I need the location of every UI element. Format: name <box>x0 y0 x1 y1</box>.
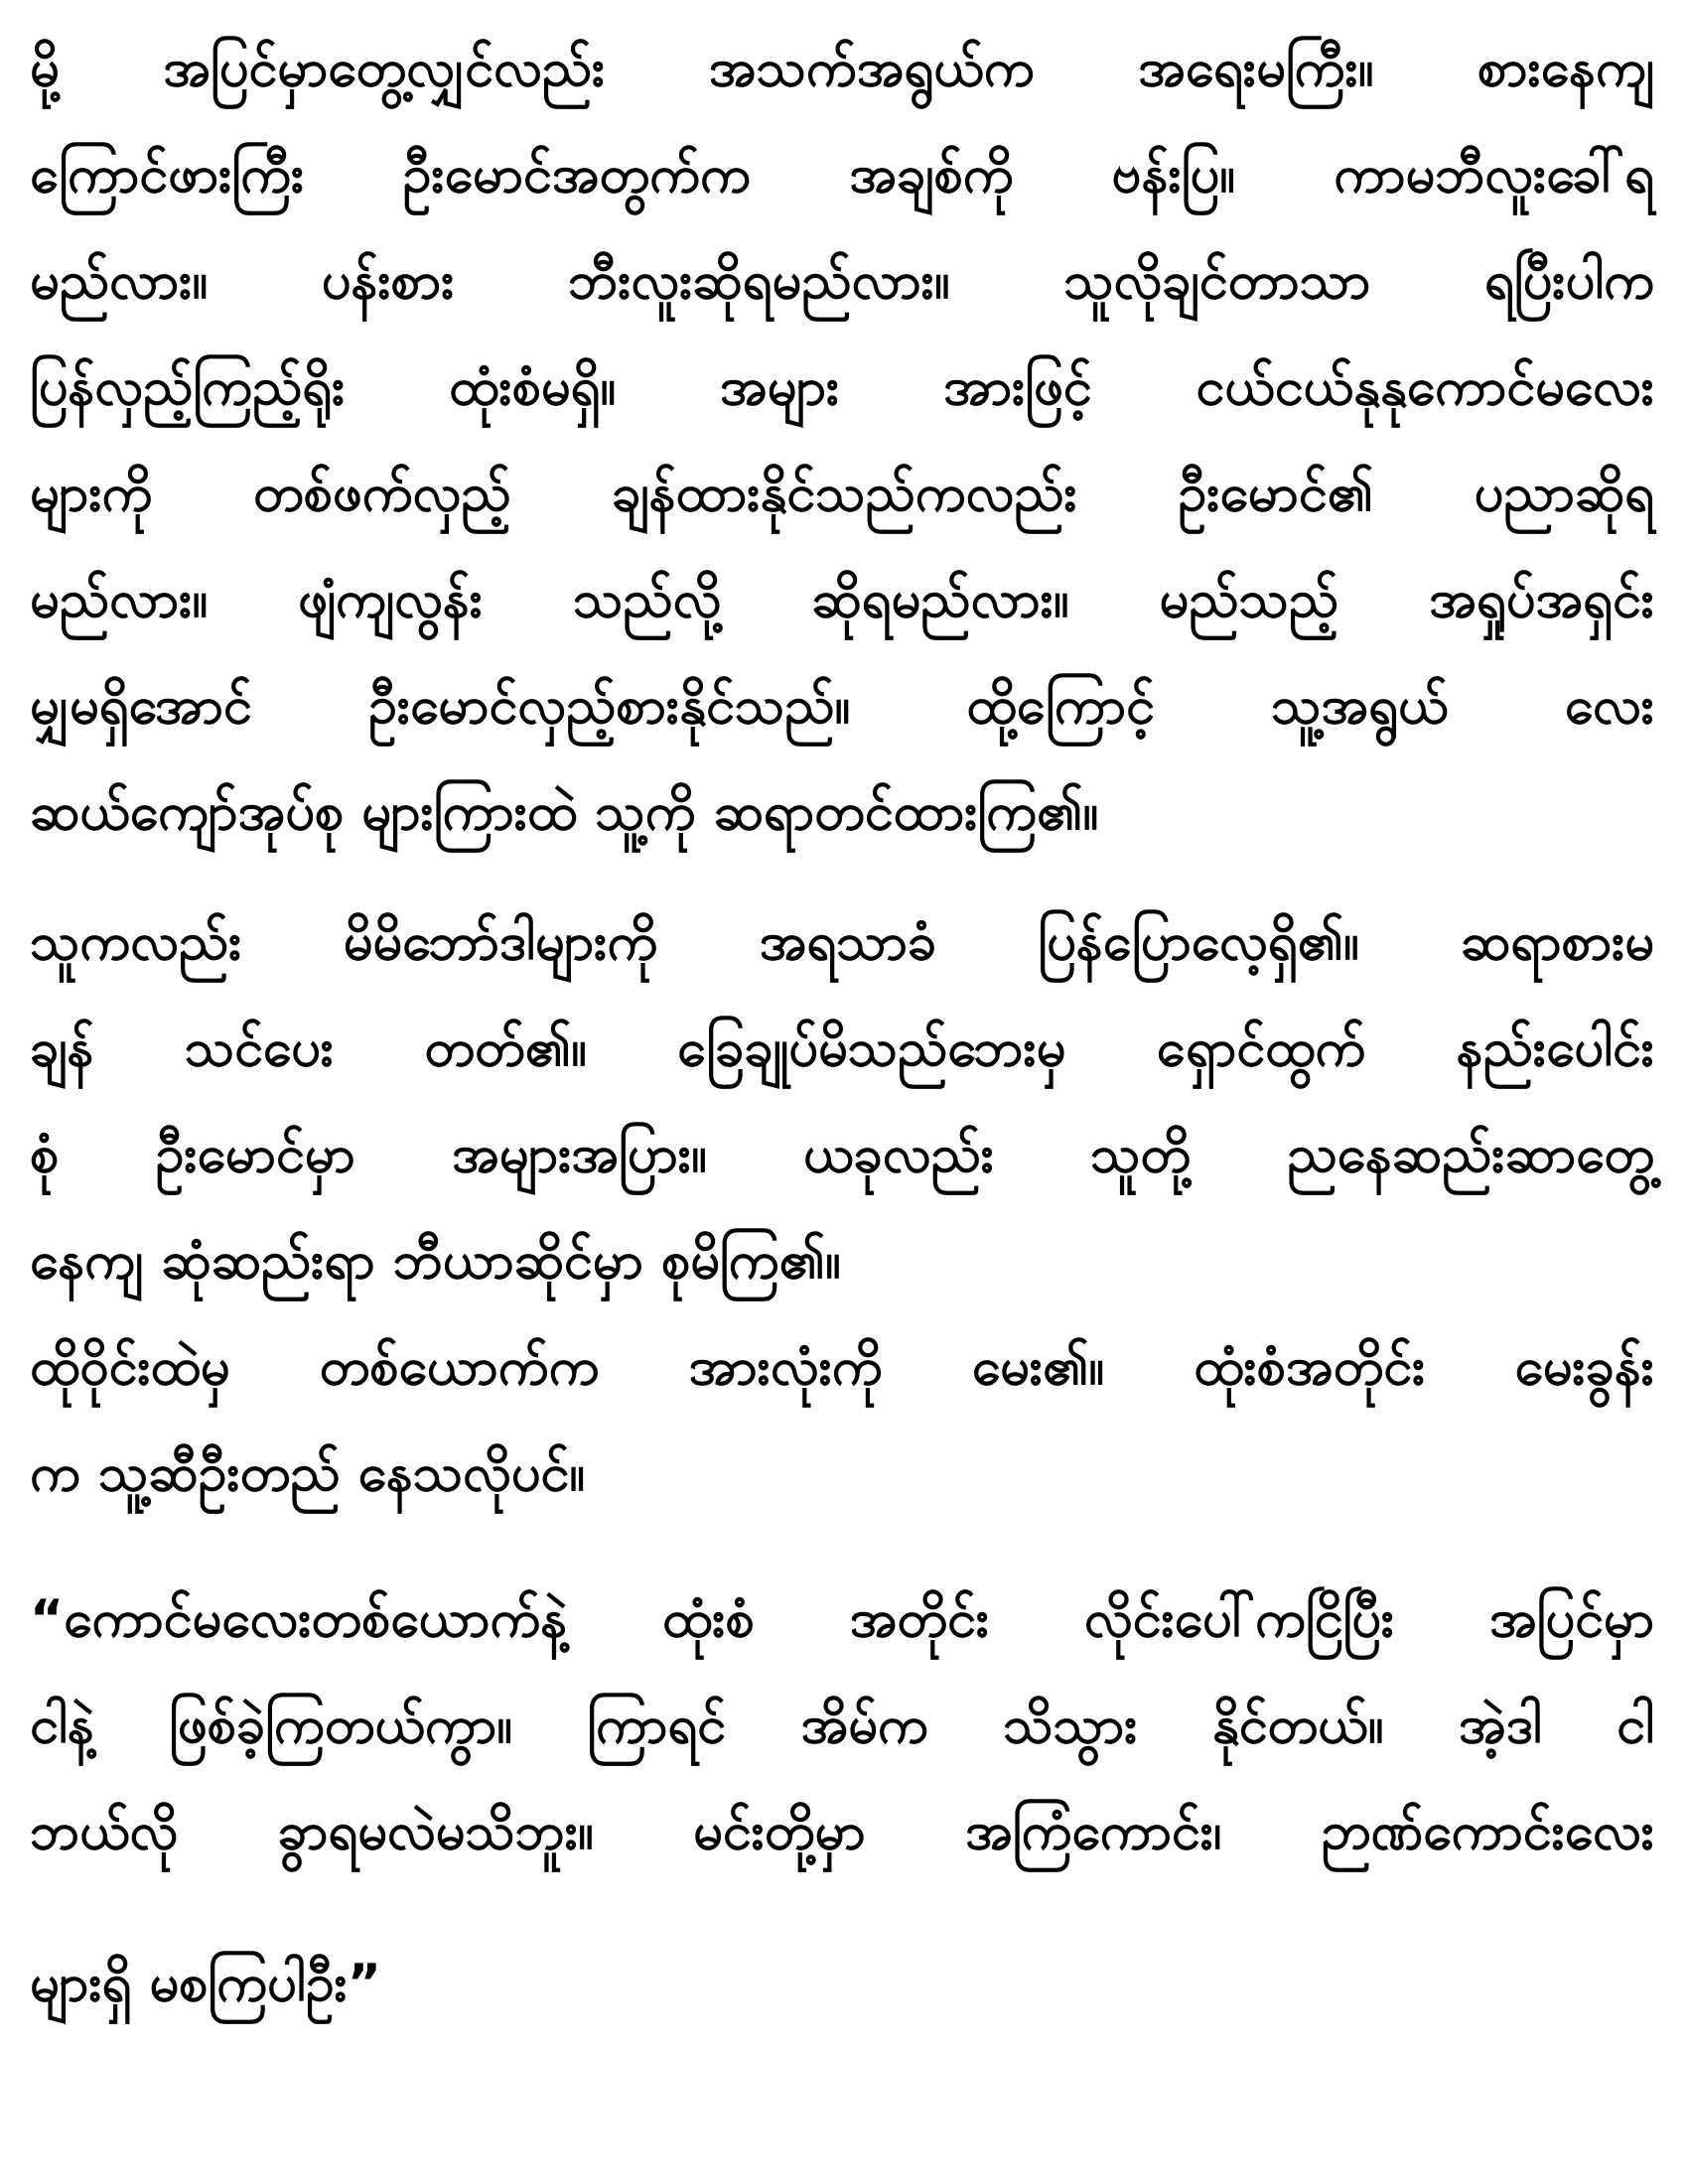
text-line: ကြောင်ဖားကြီး ဦးမောင်အတွက်က အချစ်ကို ဗန်းပြ။ ကာမဘီလူးခေါ်ရ <box>30 145 1654 205</box>
text-line: “ကောင်မလေးတစ်ယောက်နဲ့ ထုံးစံ အတိုင်း လိုင်းပေါ်ကငြိပြီး အပြင်မှာ <box>30 1589 1654 1649</box>
text-line: ချန် သင်ပေး တတ်၏။ ခြေချုပ်မိသည်ဘေးမှ ရှောင်ထွက် နည်းပေါင်း <box>30 1019 1654 1078</box>
paragraph-narration-2 <box>30 889 1654 1314</box>
text-line: မို့ အပြင်မှာတွေ့လျှင်လည်း အသက်အရွယ်က အရေးမကြီး။ စားနေကျ <box>30 39 1654 98</box>
text-line: များရှိ မစကြပါဦး” <box>30 1954 381 2013</box>
text-line: များကို တစ်ဖက်လှည့် ချန်ထားနိုင်သည်ကလည်း ဦးမောင်၏ ပညာဆိုရ <box>30 464 1654 523</box>
text-line: နေကျ ဆုံဆည်းရာ ဘီယာဆိုင်မှာ စုမိကြ၏။ <box>30 1231 841 1291</box>
text-line: ဘယ်လို ခွာရမလဲမသိဘူး။ မင်းတို့မှာ အကြံကောင်း၊ ဉာဏ်ကောင်းလေး <box>30 1802 1654 1861</box>
text-line: သူကလည်း မိမိဘော်ဒါများကို အရသာခံ ပြန်ပြောလေ့ရှိ၏။ ဆရာစားမ <box>30 912 1654 972</box>
text-line: ဆယ်ကျော်အုပ်စု များကြားထဲ သူ့ကို ဆရာတင်ထားကြ၏။ <box>30 782 1099 842</box>
text-line: က သူ့ဆီဦးတည် နေသလိုပင်။ <box>30 1443 585 1503</box>
text-line: စုံ ဦးမောင်မှာ အများအပြား။ ယခုလည်း သူတို့ ညနေဆည်းဆာတွေ့ <box>30 1125 1654 1184</box>
text-line: ပြန်လှည့်ကြည့်ရိုး ထုံးစံမရှိ။ အများ အားဖြင့် ငယ်ငယ်နုနုကောင်မလေး <box>30 357 1654 417</box>
paragraph-dialogue-quote <box>30 1567 1654 2037</box>
text-line: မည်လား။ ပန်းစား ဘီးလူးဆိုရမည်လား။ သူလိုချင်တာသာ ရပြီးပါက <box>30 251 1654 311</box>
paragraph-narration-3 <box>30 1314 1654 1527</box>
text-line: မျှမရှိအောင် ဦးမောင်လှည့်စားနိုင်သည်။ ထို့ကြောင့် သူ့အရွယ် လေး <box>30 676 1654 736</box>
text-line: မည်လား။ ဖျံကျလွန်း သည်လို့ ဆိုရမည်လား။ မည်သည့် အရှုပ်အရှင်း <box>30 570 1654 629</box>
text-line: ငါနဲ့ ဖြစ်ခဲ့ကြတယ်ကွာ။ ကြာရင် အိမ်က သိသွား နိုင်တယ်။ အဲ့ဒါ ငါ <box>30 1696 1654 1755</box>
paragraph-narration-1 <box>30 16 1654 866</box>
text-line: ထိုဝိုင်းထဲမှ တစ်ယောက်က အားလုံးကို မေး၏။ ထုံးစံအတိုင်း မေးခွန်း <box>30 1337 1654 1397</box>
